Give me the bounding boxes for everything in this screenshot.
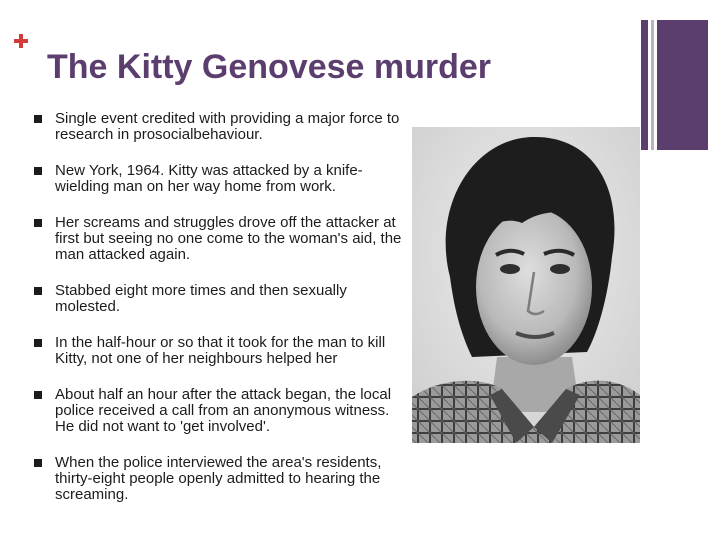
bullet-list [34, 111, 404, 523]
bullet-item [34, 163, 404, 195]
portrait-photo [412, 127, 640, 443]
bullet-text: When the police interviewed the area's residents, thirty-eight people openly admitted to hearing the screaming. [55, 454, 382, 503]
portrait-image [412, 127, 640, 443]
bullet-text: Stabbed eight more times and then sexually molested. [55, 282, 347, 315]
bullet-text: Her screams and struggles drove off the attacker at first but seeing no one come to the woman's aid, the man attacked again. [55, 214, 402, 263]
decorative-bar [641, 20, 648, 150]
square-bullet-icon [34, 115, 42, 123]
decorative-bar [651, 20, 654, 150]
decorative-bar [657, 20, 708, 150]
bullet-item [34, 335, 404, 367]
bullet-item [34, 455, 404, 503]
slide-title: The Kitty Genovese murder [47, 48, 492, 86]
square-bullet-icon [34, 391, 42, 399]
bullet-item [34, 283, 404, 315]
bullet-text: In the half-hour or so that it took for the man to kill Kitty, not one of her neighbours helped her [55, 334, 386, 367]
plus-icon [14, 34, 28, 48]
bullet-item [34, 111, 404, 143]
bullet-text: New York, 1964. Kitty was attacked by a knife-wielding man on her way home from work. [55, 162, 363, 195]
square-bullet-icon [34, 287, 42, 295]
bullet-text: About half an hour after the attack began, the local police received a call from an anonymous witness. He did not want to 'get involved'. [55, 386, 392, 435]
bullet-item [34, 215, 404, 263]
square-bullet-icon [34, 339, 42, 347]
bullet-item [34, 387, 404, 435]
square-bullet-icon [34, 219, 42, 227]
square-bullet-icon [34, 167, 42, 175]
square-bullet-icon [34, 459, 42, 467]
bullet-text: Single event credited with providing a major force to research in prosocialbehaviour. [55, 110, 400, 143]
